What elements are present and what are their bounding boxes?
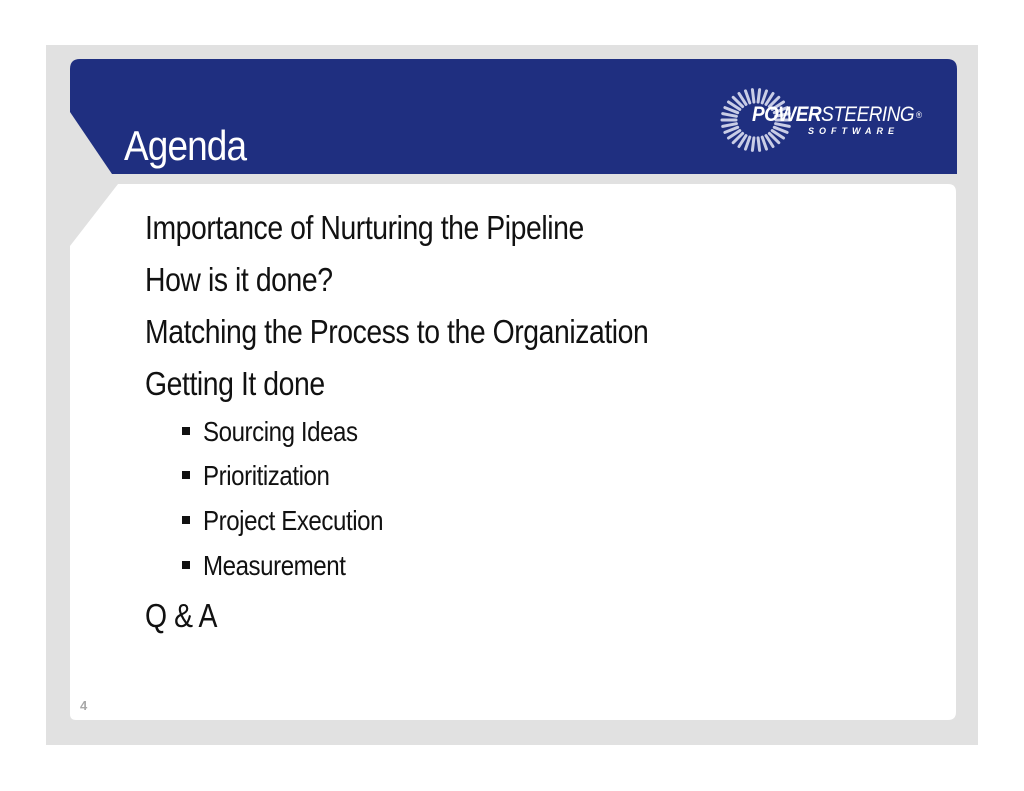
agenda-sub-item	[182, 549, 369, 583]
agenda-sub-item-label: Project Execution	[203, 505, 384, 536]
bullet-square-icon	[182, 516, 190, 524]
agenda-sub-item-label: Prioritization	[203, 460, 330, 491]
agenda-item: Matching the Process to the Organization	[145, 313, 649, 350]
agenda-sub-item	[182, 415, 383, 449]
page-number: 4	[80, 698, 88, 713]
agenda-sub-item-label: Sourcing Ideas	[203, 416, 358, 447]
agenda-item: How is it done?	[145, 261, 333, 298]
agenda-item: Importance of Nurturing the Pipeline	[145, 209, 584, 246]
logo-word-light: STEERING	[821, 103, 915, 126]
agenda-item-qa: Q & A	[145, 597, 217, 634]
bullet-square-icon	[182, 471, 190, 479]
logo-word-bold: POWER	[752, 103, 822, 126]
agenda-sub-item-label: Measurement	[203, 550, 346, 581]
agenda-sub-item	[182, 459, 350, 493]
bullet-square-icon	[182, 561, 190, 569]
logo-subtitle: SOFTWARE	[808, 126, 899, 136]
logo-registered-mark: ®	[915, 110, 922, 120]
page-title: Agenda	[124, 122, 247, 169]
agenda-item: Getting It done	[145, 365, 325, 402]
bullet-square-icon	[182, 427, 190, 435]
agenda-sub-item	[182, 504, 412, 538]
